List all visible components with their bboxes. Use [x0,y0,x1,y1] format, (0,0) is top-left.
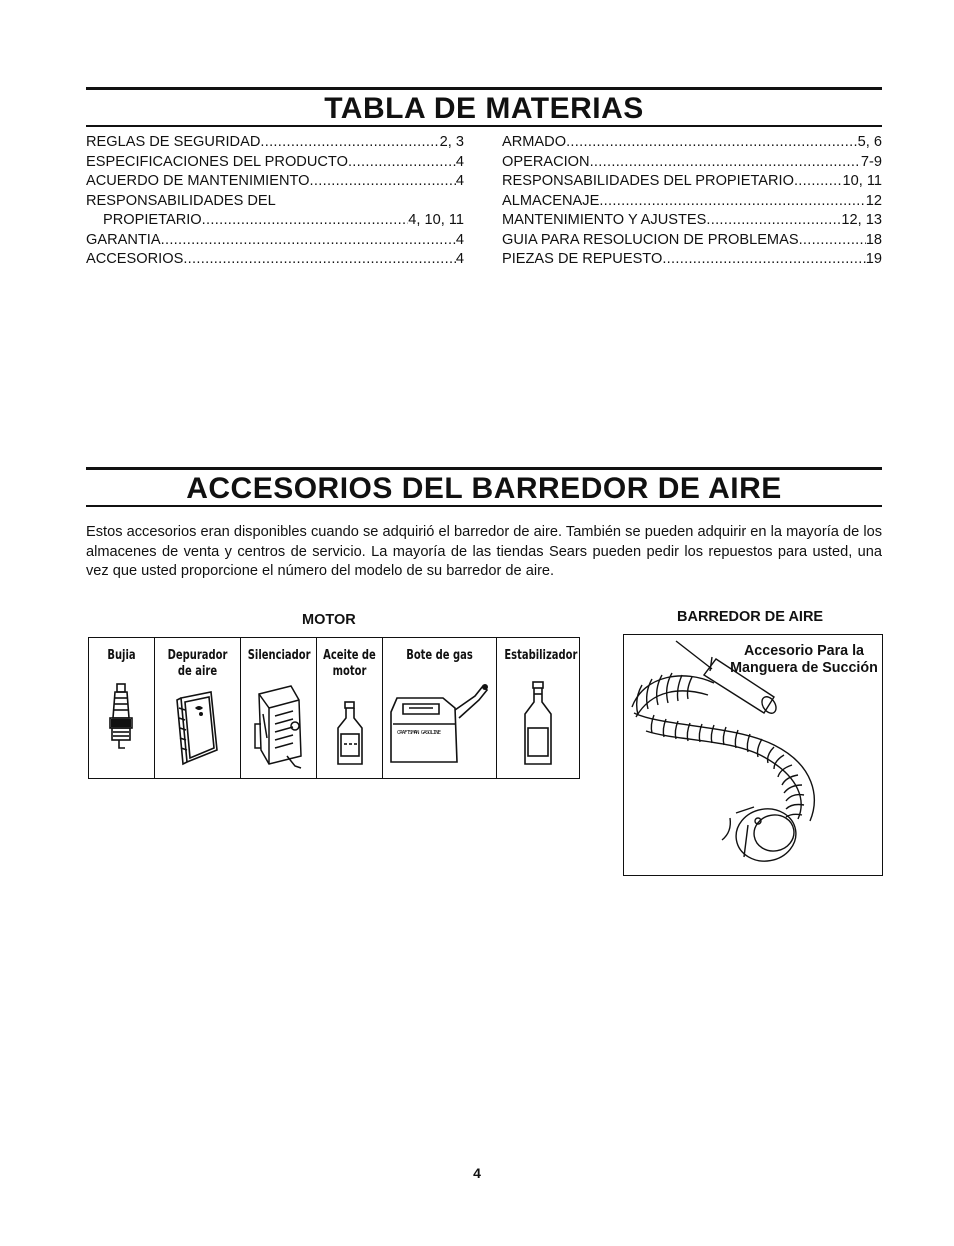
toc-title: TABLA DE MATERIAS [324,92,644,125]
toc-entry[interactable]: OPERACION ..... 7-9 [502,153,882,173]
toc-entry[interactable]: ESPECIFICACIONES DEL PRODUCTO ..... 4 [86,153,464,173]
barredor-accessory-box [623,634,883,876]
toc-entry[interactable]: MANTENIMIENTO Y AJUSTES ..... 12, 13 [502,211,882,231]
accessory-label: Silenciador [247,647,311,663]
top-rule [86,87,882,90]
toc-left-column [86,133,464,270]
accessory-cell-depurador [155,638,241,778]
toc-entry[interactable]: GARANTIA ..... 4 [86,231,464,251]
suction-hose-icon [624,635,882,875]
toc-title-underline [86,125,882,127]
spark-plug-icon [89,638,153,778]
accessory-label: Bujia [107,647,136,663]
toc-entry[interactable]: ALMACENAJE ..... 12 [502,192,882,212]
accessories-title-underline [86,505,882,507]
toc-entry[interactable]: ACUERDO DE MANTENIMIENTO ..... 4 [86,172,464,192]
toc-entry-heading: RESPONSABILIDADES DEL [86,192,276,209]
toc-entry[interactable]: REGLAS DE SEGURIDAD ..... 2, 3 [86,133,464,153]
accessory-cell-estabilizador [497,638,579,778]
accessory-cell-silenciador [241,638,317,778]
accessory-label: Bote de gas [406,647,473,663]
motor-accessories-table [88,637,580,779]
toc-entry[interactable]: RESPONSABILIDADES DEL PROPIETARIO ..... 10, 11 [502,172,882,192]
page-number: 4 [473,1165,481,1181]
toc-entry[interactable]: ACCESORIOS ..... 4 [86,250,464,270]
accessory-cell-aceite [317,638,383,778]
suction-hose-label: Accesorio Para la Manguera de Succión [730,643,878,676]
barredor-heading: BARREDOR DE AIRE [677,609,824,625]
accessory-cell-bujia [89,638,155,778]
oil-bottle-icon [317,638,381,778]
toc-entry[interactable]: PROPIETARIO ..... 4, 10, 11 [86,211,464,231]
toc-entry[interactable]: ARMADO ..... 5, 6 [502,133,882,153]
motor-heading: MOTOR [302,612,356,628]
gas-can-text: CRAFTSMAN GASOLINE [397,730,441,736]
accessory-label: Estabilizador [504,647,578,663]
accessory-cell-bote-gas [383,638,497,778]
accessories-top-rule [86,467,882,470]
gas-can-icon [383,638,495,778]
muffler-icon [241,638,315,778]
toc-entry[interactable]: GUIA PARA RESOLUCION DE PROBLEMAS ..... 18 [502,231,882,251]
stabilizer-bottle-icon [497,638,577,778]
accessories-intro: Estos accesorios eran disponibles cuando se adquirió el barredor de aire. También se pueden adquirir en la mayoría de los almacenes de venta y centros de servicio. La mayoría de las tiendas Sears pueden pedir los repuestos para usted, una vez que usted proporcione el número del modelo de su barredor de aire. [86,524,882,579]
accessories-title: ACCESORIOS DEL BARREDOR DE AIRE [186,472,782,505]
toc-entry[interactable]: PIEZAS DE REPUESTO ..... 19 [502,250,882,270]
air-filter-icon [155,638,239,778]
toc-right-column [502,133,882,270]
accessory-label: Depurador de aire [167,647,228,679]
accessory-label: Aceite de motor [323,647,376,679]
